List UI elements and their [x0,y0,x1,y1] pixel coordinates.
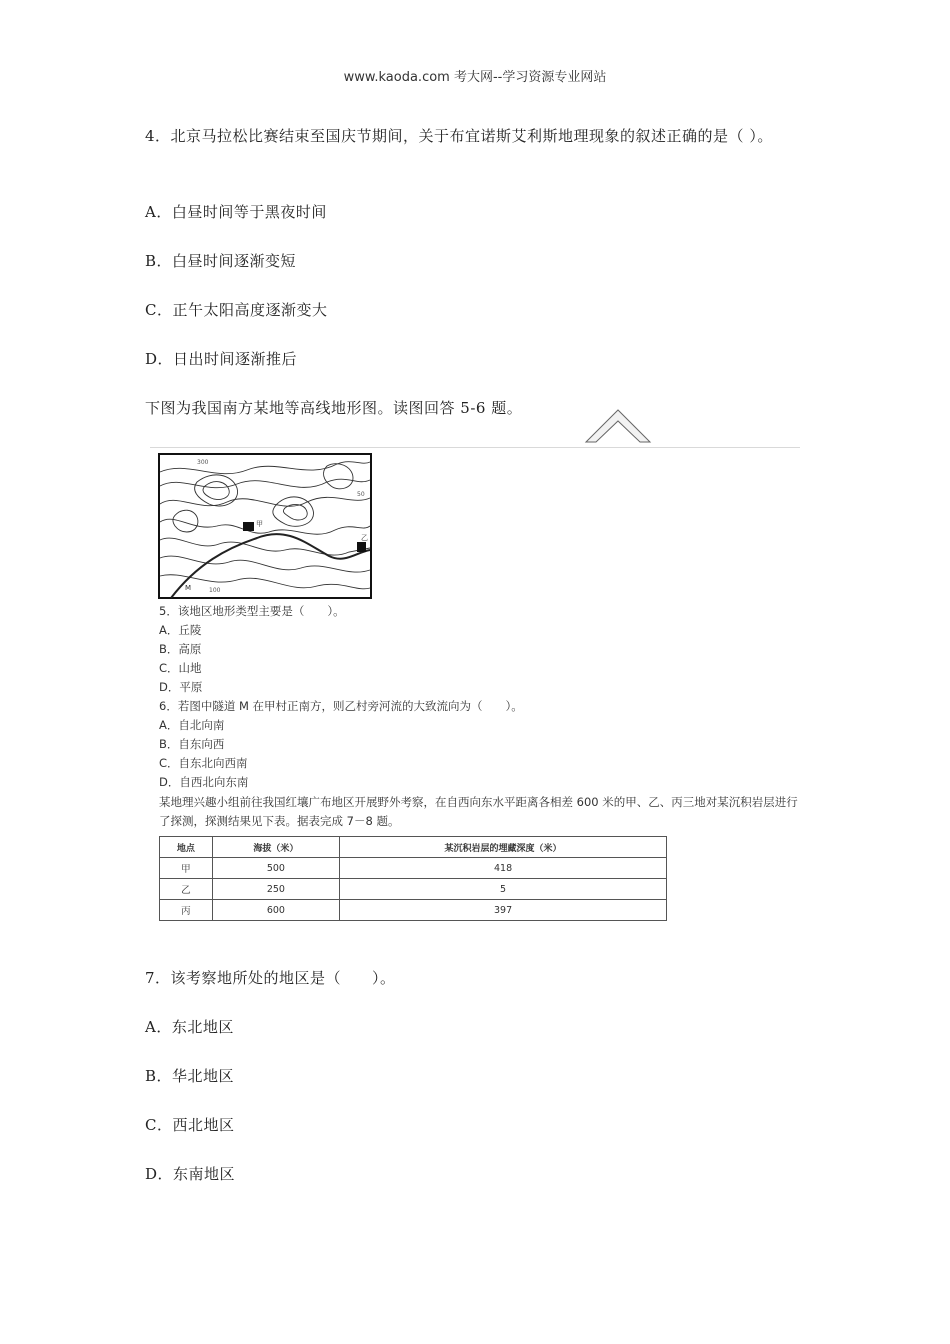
question-4-option-d: D．日出时间逐渐推后 [145,350,298,368]
table-row [160,858,667,879]
table-header: 海拔（米） [212,837,339,858]
question-5-option-c: C．山地 [159,661,202,675]
question-6-option-b: B．自东向西 [159,737,225,751]
table-cell: 甲 [160,858,213,879]
map-contour-label: 300 [197,459,209,466]
table-cell: 500 [212,858,339,879]
intro-7-8: 某地理兴趣小组前往我国红壤广布地区开展野外考察，在自西向东水平距离各相差 600 米的甲、乙、丙三地对某沉积岩层进行了探测，探测结果见下表。据表完成 7－8 题。 [159,795,798,828]
table-cell: 397 [340,900,667,921]
contour-map [157,452,375,602]
data-table [159,836,667,921]
map-contour-label: 50 [357,491,365,498]
table-row [160,879,667,900]
table-header: 某沉积岩层的埋藏深度（米） [340,837,667,858]
question-5-option-d: D．平原 [159,680,203,694]
table-cell: 418 [340,858,667,879]
question-5-option-b: B．高原 [159,642,202,656]
question-6-option-d: D．自西北向东南 [159,775,249,789]
question-4-stem: 4．北京马拉松比赛结束至国庆节期间，关于布宜诺斯艾利斯地理现象的叙述正确的是（ ）。 [145,127,773,145]
question-6-option-a: A．自北向南 [159,718,225,732]
table-cell: 乙 [160,879,213,900]
table-header: 地点 [160,837,213,858]
question-6-option-c: C．自东北向西南 [159,756,248,770]
question-4-option-c: C．正午太阳高度逐渐变大 [145,301,328,319]
question-7-option-a: A．东北地区 [145,1018,234,1036]
intro-5-6: 下图为我国南方某地等高线地形图。读图回答 5-6 题。 [145,399,523,417]
question-4-option-a: A．白昼时间等于黑夜时间 [145,203,327,221]
table-row [160,900,667,921]
site-header: www.kaoda.com 考大网--学习资源专业网站 [343,70,607,85]
table-cell: 5 [340,879,667,900]
table-header-row [160,837,667,858]
table-cell: 250 [212,879,339,900]
table-cell: 600 [212,900,339,921]
question-5-option-a: A．丘陵 [159,623,202,637]
question-5-stem: 5．该地区地形类型主要是（ ）。 [159,604,345,618]
question-7-stem: 7．该考察地所处的地区是（ ）。 [145,969,396,987]
question-7-option-b: B．华北地区 [145,1067,235,1085]
question-4-option-b: B．白昼时间逐渐变短 [145,252,297,270]
map-label-village-a: 甲 [256,520,263,528]
question-7-option-c: C．西北地区 [145,1116,235,1134]
map-label-tunnel: M [185,584,192,592]
map-label-village-b: 乙 [361,534,368,542]
table-cell: 丙 [160,900,213,921]
chevron-up-icon[interactable] [584,408,652,444]
divider [150,447,800,448]
map-contour-label: 100 [209,587,221,594]
question-7-option-d: D．东南地区 [145,1165,236,1183]
question-6-stem: 6．若图中隧道 M 在甲村正南方，则乙村旁河流的大致流向为（ ）。 [159,699,523,713]
